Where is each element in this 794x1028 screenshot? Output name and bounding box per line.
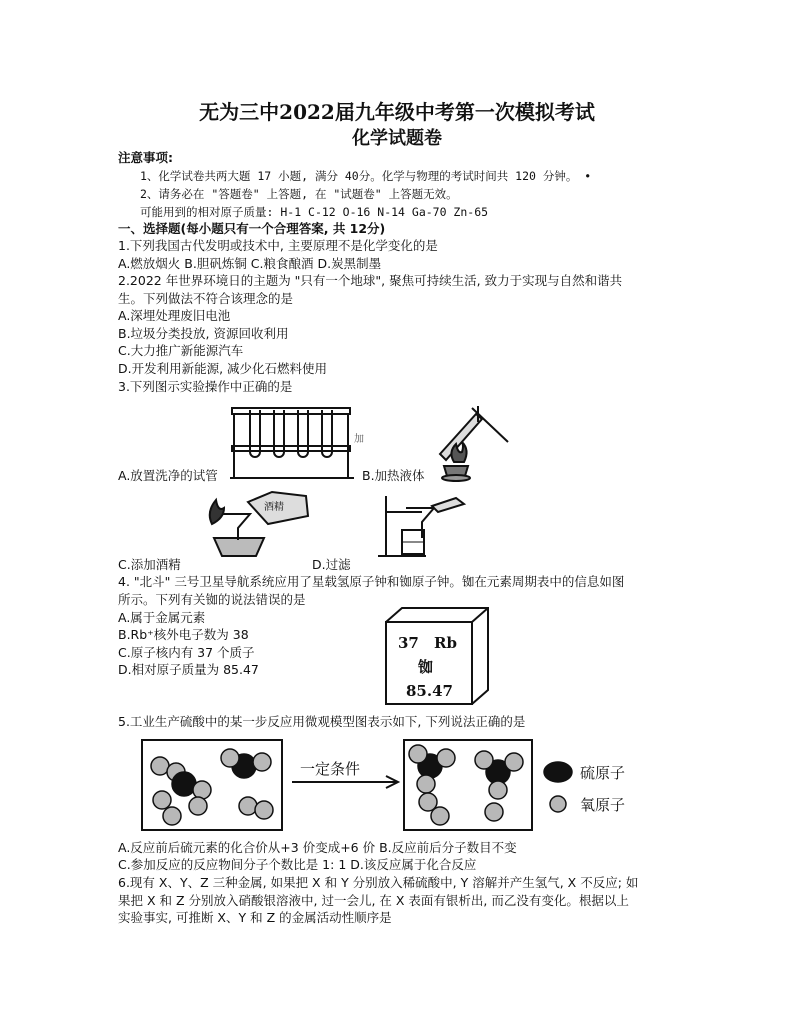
alcohol-bottle-label: 酒精 (264, 502, 284, 513)
q2-stem-line-2: 生。下列做法不符合该理念的是 (118, 291, 294, 306)
legend-sulfur: 硫原子 (580, 764, 626, 782)
q5-stem: 5.工业生产硫酸中的某一步反应用微观模型图表示如下, 下列说法正确的是 (118, 714, 526, 729)
exam-title: 无为三中2022届九年级中考第一次模拟考试 (199, 100, 595, 124)
q1-options: A.燃放烟火 B.胆矾炼铜 C.粮食酿酒 D.炭黑制墨 (118, 256, 382, 271)
q5-options-cd: C.参加反应的反应物间分子个数比是 1: 1 D.该反应属于化合反应 (118, 857, 477, 872)
section-heading: 一、选择题(每小题只有一个合理答案, 共 12分) (118, 221, 386, 236)
q3-option-b: B.加热液体 (362, 468, 425, 483)
filtration-figure (376, 486, 472, 562)
q4-option-c: C.原子核内有 37 个质子 (118, 645, 255, 660)
element-mass: 85.47 (406, 682, 453, 700)
q4-option-b: B.Rb⁺核外电子数为 38 (118, 627, 249, 642)
q2-option-b: B.垃圾分类投放, 资源回收利用 (118, 326, 289, 341)
q2-stem-line-1: 2.2022 年世界环境日的主题为 "只有一个地球", 聚焦可持续生活, 致力于实现与自然和谐共 (118, 273, 623, 288)
notes-line-2: 2、请务必在 "答题卷" 上答题, 在 "试题卷" 上答题无效。 (140, 187, 458, 201)
q2-option-a: A.深埋处理废旧电池 (118, 308, 231, 323)
legend-oxygen: 氧原子 (580, 796, 626, 814)
q4-stem-line-2: 所示。下列有关铷的说法错误的是 (118, 592, 306, 607)
q4-option-a: A.属于金属元素 (118, 610, 206, 625)
q3-option-c: C.添加酒精 (118, 557, 181, 572)
q6-line-1: 6.现有 X、Y、Z 三种金属, 如果把 X 和 Y 分别放入稀硫酸中, Y 溶解并产生氢气, X 不反应; 如 (118, 875, 639, 890)
q3-option-a: A.放置洗净的试管 (118, 468, 218, 483)
rack-side-mark: 加 (354, 434, 364, 445)
q4-option-d: D.相对原子质量为 85.47 (118, 662, 259, 677)
notes-heading: 注意事项: (118, 150, 173, 165)
q2-option-c: C.大力推广新能源汽车 (118, 343, 244, 358)
adding-alcohol-figure (198, 488, 316, 560)
reaction-condition: 一定条件 (300, 760, 361, 778)
q5-options-ab: A.反应前后硫元素的化合价从+3 价变成+6 价 B.反应前后分子数目不变 (118, 840, 517, 855)
q6-line-2: 果把 X 和 Z 分别放入硝酸银溶液中, 过一会儿, 在 X 表面有银析出, 而乙没有变化。根据以上 (118, 893, 629, 908)
element-symbol: Rb (434, 634, 457, 652)
test-tube-rack-figure (228, 400, 358, 482)
q4-stem-line-1: 4. "北斗" 三号卫星导航系统应用了星载氢原子钟和铷原子钟。铷在元素周期表中的信息如图 (118, 574, 625, 589)
q3-stem: 3.下列图示实验操作中正确的是 (118, 379, 293, 394)
element-name: 铷 (418, 658, 434, 676)
notes-line-3: 可能用到的相对原子质量: H-1 C-12 O-16 N-14 Ga-70 Zn-65 (140, 205, 489, 219)
reaction-model-figure (140, 736, 660, 836)
notes-line-1: 1、化学试卷共两大题 17 小题, 满分 40分。化学与物理的考试时间共 120 分钟。 • (140, 169, 592, 183)
exam-subtitle: 化学试题卷 (352, 128, 442, 149)
q6-line-3: 实验事实, 可推断 X、Y 和 Z 的金属活动性顺序是 (118, 910, 392, 925)
q2-option-d: D.开发利用新能源, 减少化石燃料使用 (118, 361, 328, 376)
q1-stem: 1.下列我国古代发明或技术中, 主要原理不是化学变化的是 (118, 238, 438, 253)
element-number: 37 (398, 634, 419, 652)
q3-option-d: D.过滤 (312, 557, 351, 572)
element-card-figure (382, 604, 492, 708)
heating-liquid-figure (432, 400, 520, 482)
